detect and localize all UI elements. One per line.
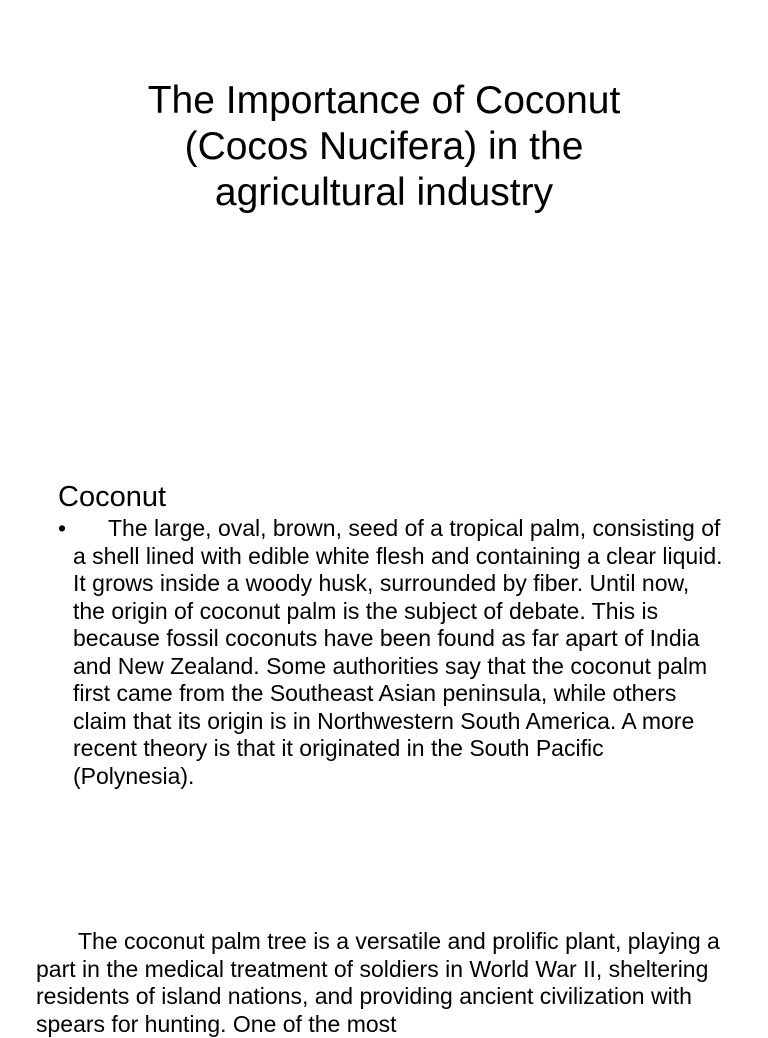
bullet-text: The large, oval, brown, seed of a tropical palm, consisting of a shell lined with edible white flesh and containing a clear liquid. It grows inside a woody husk, surrounded by fiber. Until now, the origin of coconut palm is the subject of debate. This is because fossil coconuts have been found as far apart of India and New Zealand. Some authorities say that the coconut palm first came from the Southeast Asian peninsula, while others claim that its origin is in Northwestern South America. A more recent theory is that it originated in the South Pacific (Polynesia).	[73, 515, 723, 789]
section-heading: Coconut	[58, 481, 167, 513]
content-slide	[0, 468, 768, 878]
bullet-item	[58, 515, 723, 790]
title-slide	[0, 0, 768, 468]
body-paragraph: The coconut palm tree is a versatile and prolific plant, playing a part in the medical treatment of soldiers in World War II, sheltering residents of island nations, and providing ancient civilization with spears for hunting. One of the most	[36, 928, 720, 1037]
slide-title: The Importance of Coconut (Cocos Nucifera) in the agricultural industry	[147, 79, 621, 214]
bullet-icon: •	[58, 515, 67, 541]
